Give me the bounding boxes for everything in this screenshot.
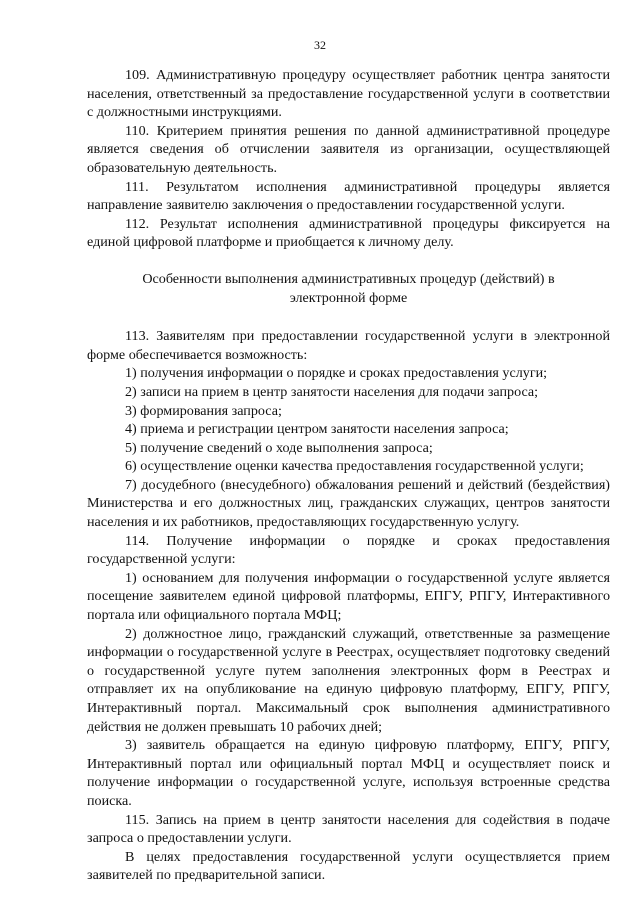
section-heading-line-1: Особенности выполнения административных процедур (действий) в (142, 270, 555, 287)
paragraph-112: 112. Результат исполнения административной процедуры фиксируется на единой цифровой платформе и приобщается к личному делу. (87, 215, 610, 251)
list-item-113-6: 6) осуществление оценки качества предоставления государственной услуги; (125, 458, 584, 475)
paragraph-109: 109. Административную процедуру осуществляет работник центра занятости населения, ответственный за предоставление государственной услуги в соответствии с должностными инструкциями. (87, 67, 610, 121)
paragraph-111: 111. Результатом исполнения административной процедуры является направление заявителю заключения о предоставлении государственной услуги. (87, 178, 610, 214)
list-item-113-3: 3) формирования запроса; (125, 402, 282, 419)
paragraph-115-continued: В целях предоставления государственной услуги осуществляется прием заявителей по предварительной записи. (87, 848, 610, 884)
paragraph-113: 113. Заявителям при предоставлении государственной услуги в электронной форме обеспечивается возможность: (87, 328, 610, 363)
paragraph-114: 114. Получение информации о порядке и сроках предоставления государственной услуги: (87, 532, 610, 568)
list-item-113-1: 1) получения информации о порядке и сроках предоставления услуги; (125, 365, 548, 382)
list-item-113-4: 4) приема и регистрации центром занятости населения запроса; (125, 421, 509, 438)
list-item-113-7: 7) досудебного (внесудебного) обжалования решений и действий (бездействия) Министерства и его должностных лиц, гражданских служащих, центров занятости населения и их работников, предоставляющих государственную услугу. (87, 476, 610, 531)
page-number: 32 (314, 38, 326, 52)
section-heading (87, 270, 610, 307)
section-heading-line-2: электронной форме (289, 289, 408, 306)
list-item-113-2: 2) записи на прием в центр занятости населения для подачи запроса; (125, 383, 539, 400)
list-item-114-2: 2) должностное лицо, гражданский служащий, ответственные за размещение информации о государственной услуге в Реестрах, осуществляет подготовку сведений о государственной услуге путем заполнения электронных форм в Реестрах и отправляет их на опубликование на единую цифровую платформу, ЕПГУ, РПГУ, Интерактивный портал. Максимальный срок выполнения административного действия не должен превышать 10 рабочих дней; (87, 625, 610, 735)
list-item-114-3: 3) заявитель обращается на единую цифровую платформу, ЕПГУ, РПГУ, Интерактивный портал или официальный портал МФЦ и осуществляет поиск и получение информации о государственной услуге, используя встроенные средства поиска. (87, 737, 610, 809)
paragraph-115: 115. Запись на прием в центр занятости населения для содействия в подаче запроса о предоставлении услуги. (87, 811, 610, 847)
document-body (87, 66, 610, 885)
list-item-114-1: 1) основанием для получения информации о государственной услуге является посещение заявителем единой цифровой платформы, ЕПГУ, РПГУ, Интерактивного портала или официального портала МФЦ; (87, 569, 610, 624)
list-item-113-5: 5) получение сведений о ходе выполнения запроса; (125, 439, 433, 456)
paragraph-110: 110. Критерием принятия решения по данной административной процедуре является сведения об отчислении заявителя из организации, осуществляющей образовательную деятельность. (87, 122, 610, 176)
